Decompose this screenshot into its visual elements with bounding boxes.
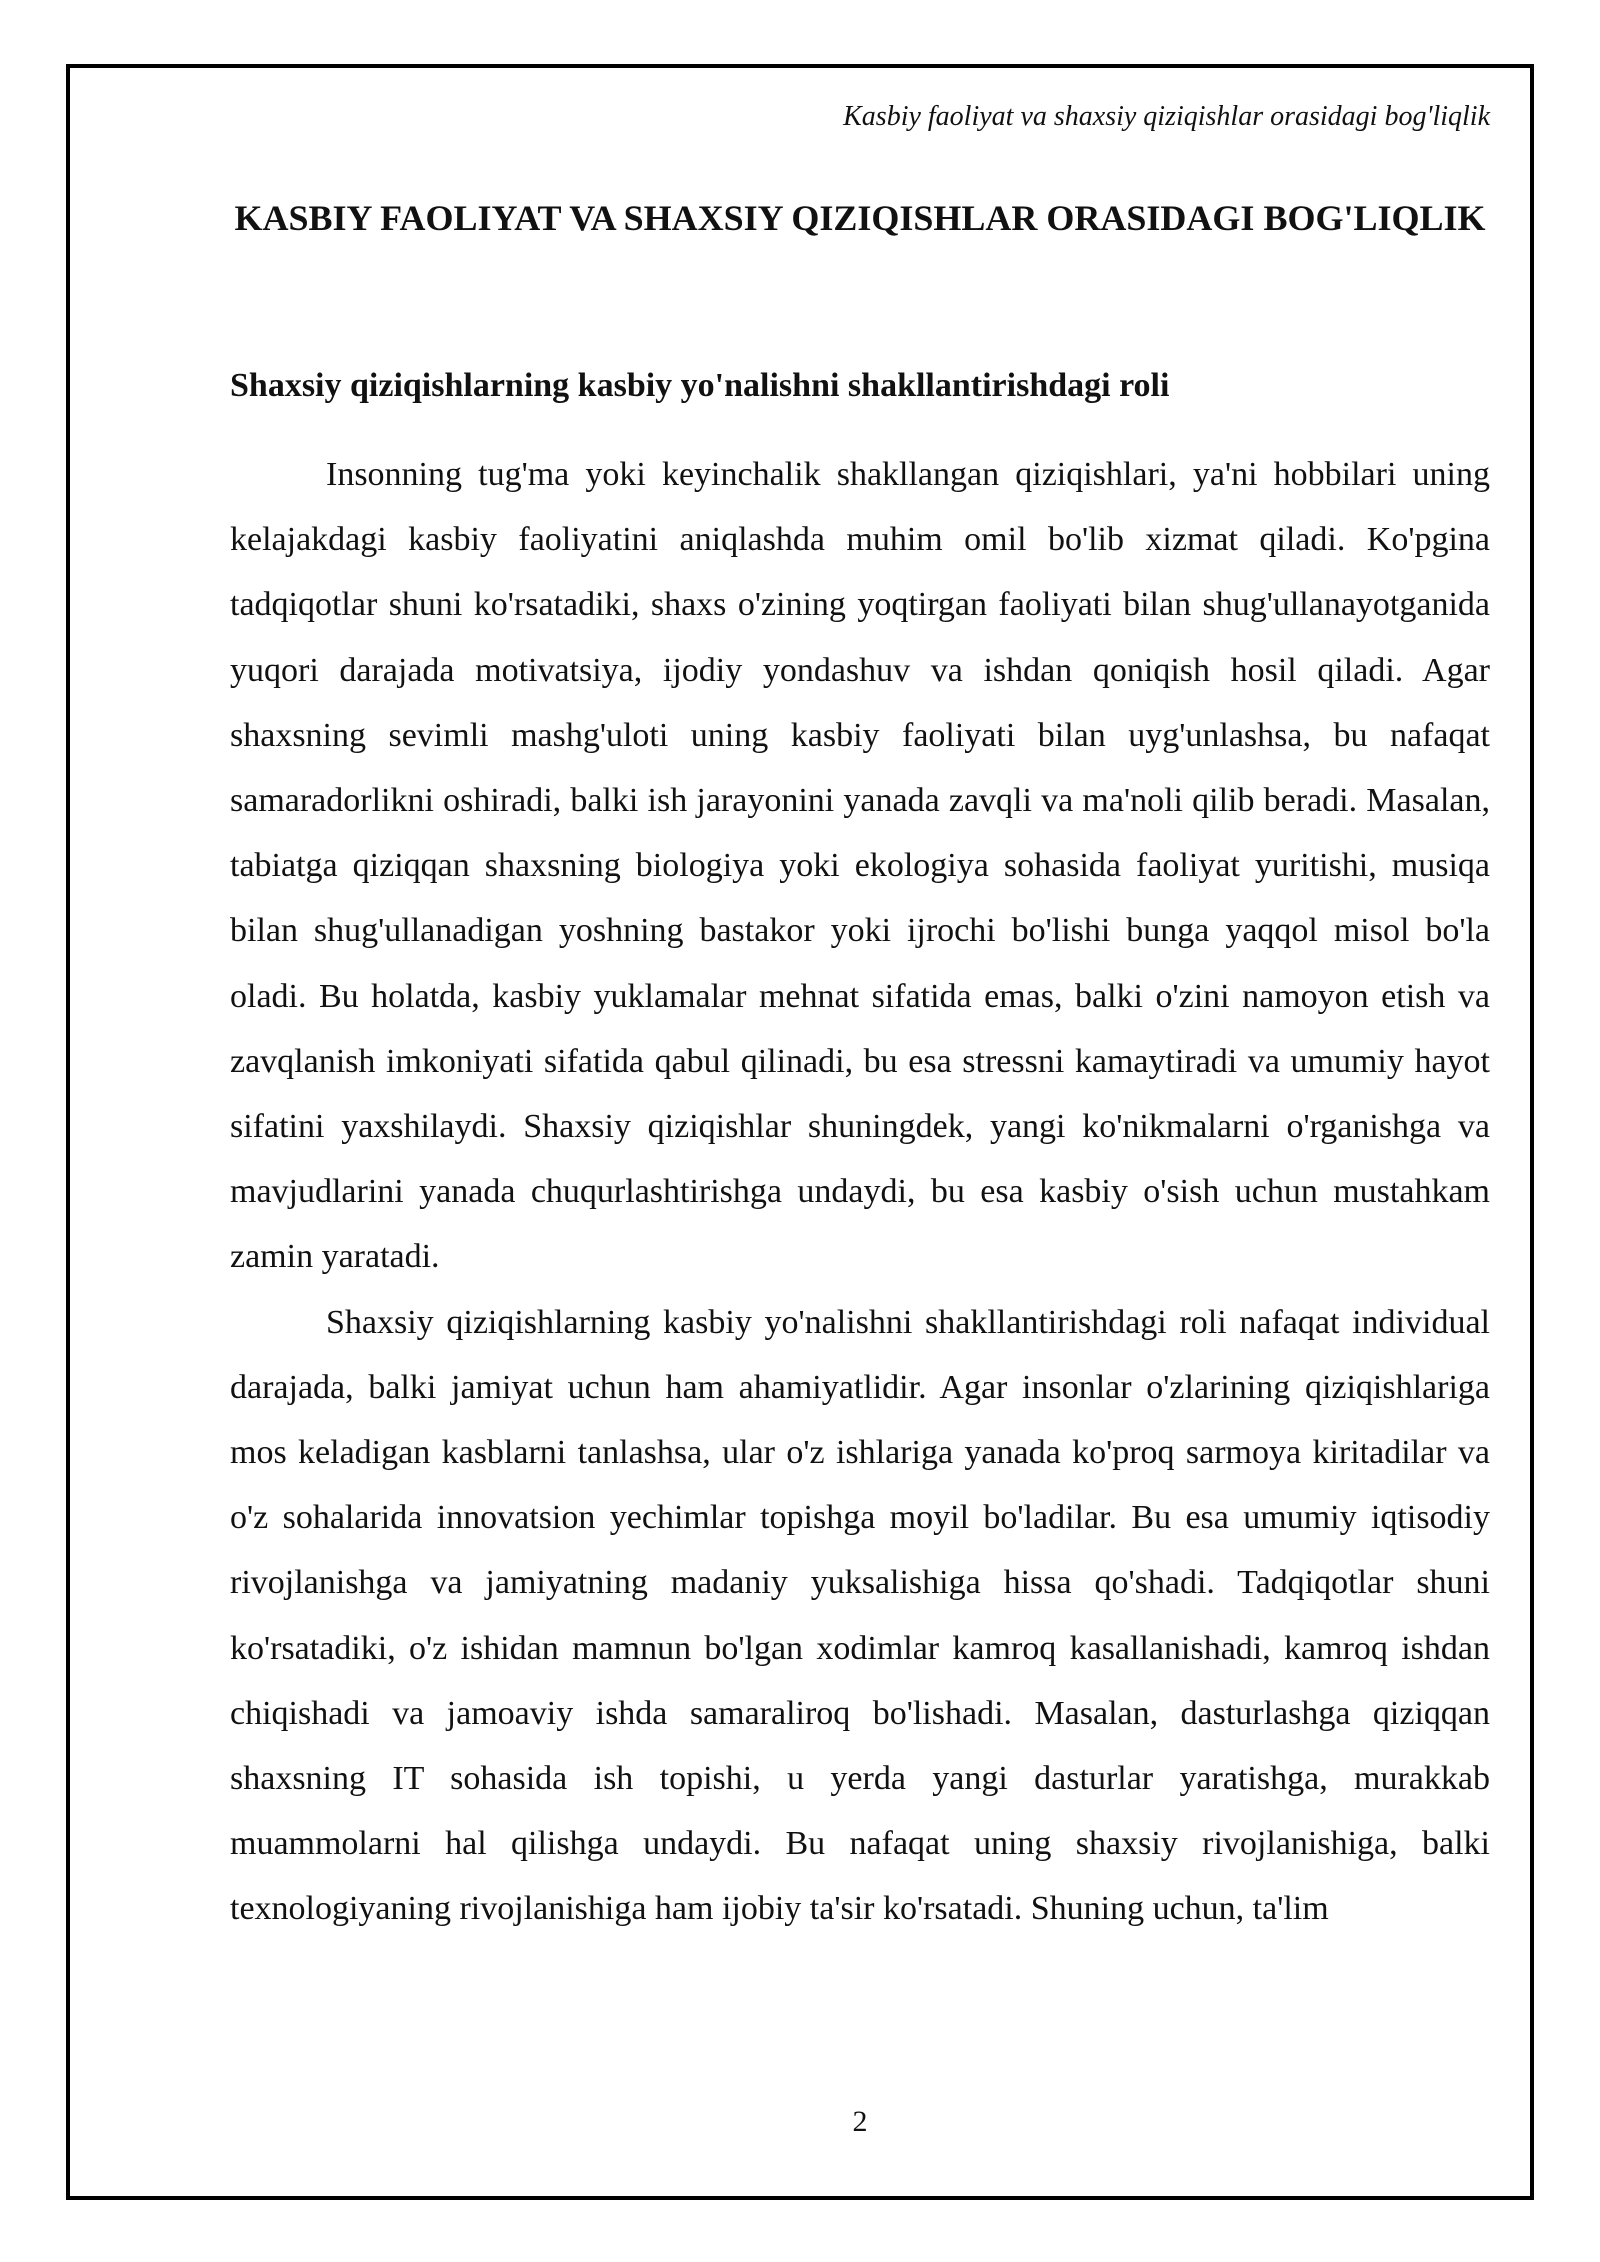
- page-number: 2: [852, 2105, 868, 2138]
- paragraph: Shaxsiy qiziqishlarning kasbiy yo'nalishni shakllantirishdagi roli nafaqat individual darajada, balki jamiyat uchun ham ahamiyatlidir. Agar insonlar o'zlarining qiziqishlariga mos keladigan kasblarni tanlashsa, ular o'z ishlariga yanada ko'proq sarmoya kiritadilar va o'z sohalarida innovatsion yechimlar topishga moyil bo'ladilar. Bu esa umumiy iqtisodiy rivojlanishga va jamiyatning madaniy yuksalishiga hissa qo'shadi. Tadqiqotlar shuni ko'rsatadiki, o'z ishidan mamnun bo'lgan xodimlar kamroq kasallanishadi, kamroq ishdan chiqishadi va jamoaviy ishda samaraliroq bo'lishadi. Masalan, dasturlashga qiziqqan shaxsning IT sohasida ish topishi, u yerda yangi dasturlar yaratishga, murakkab muammolarni hal qilishga undaydi. Bu nafaqat uning shaxsiy rivojlanishiga, balki texnologiyaning rivojlanishiga ham ijobiy ta'sir ko'rsatadi. Shuning uchun, ta'lim: [230, 1303, 1490, 1928]
- document-title: KASBIY FAOLIYAT VA SHAXSIY QIZIQISHLAR ORASIDAGI BOG'LIQLIK: [234, 198, 1486, 238]
- body-text: [230, 442, 1490, 1942]
- section-heading: Shaxsiy qiziqishlarning kasbiy yo'nalishni shakllantirishdagi roli: [230, 367, 1170, 404]
- paragraph: Insonning tug'ma yoki keyinchalik shakllangan qiziqishlari, ya'ni hobbilari uning kelajakdagi kasbiy faoliyatini aniqlashda muhim omil bo'lib xizmat qiladi. Ko'pgina tadqiqotlar shuni ko'rsatadiki, shaxs o'zining yoqtirgan faoliyati bilan shug'ullanayotganida yuqori darajada motivatsiya, ijodiy yondashuv va ishdan qoniqish hosil qiladi. Agar shaxsning sevimli mashg'uloti uning kasbiy faoliyati bilan uyg'unlashsa, bu nafaqat samaradorlikni oshiradi, balki ish jarayonini yanada zavqli va ma'noli qilib beradi. Masalan, tabiatga qiziqqan shaxsning biologiya yoki ekologiya sohasida faoliyat yuritishi, musiqa bilan shug'ullanadigan yoshning bastakor yoki ijrochi bo'lishi bunga yaqqol misol bo'la oladi. Bu holatda, kasbiy yuklamalar mehnat sifatida emas, balki o'zini namoyon etish va zavqlanish imkoniyati sifatida qabul qilinadi, bu esa stressni kamaytiradi va umumiy hayot sifatini yaxshilaydi. Shaxsiy qiziqishlar shuningdek, yangi ko'nikmalarni o'rganishga va mavjudlarini yanada chuqurlashtirishga undaydi, bu esa kasbiy o'sish uchun mustahkam zamin yaratadi.: [230, 456, 1490, 1276]
- running-header: Kasbiy faoliyat va shaxsiy qiziqishlar orasidagi bog'liqlik: [843, 101, 1490, 132]
